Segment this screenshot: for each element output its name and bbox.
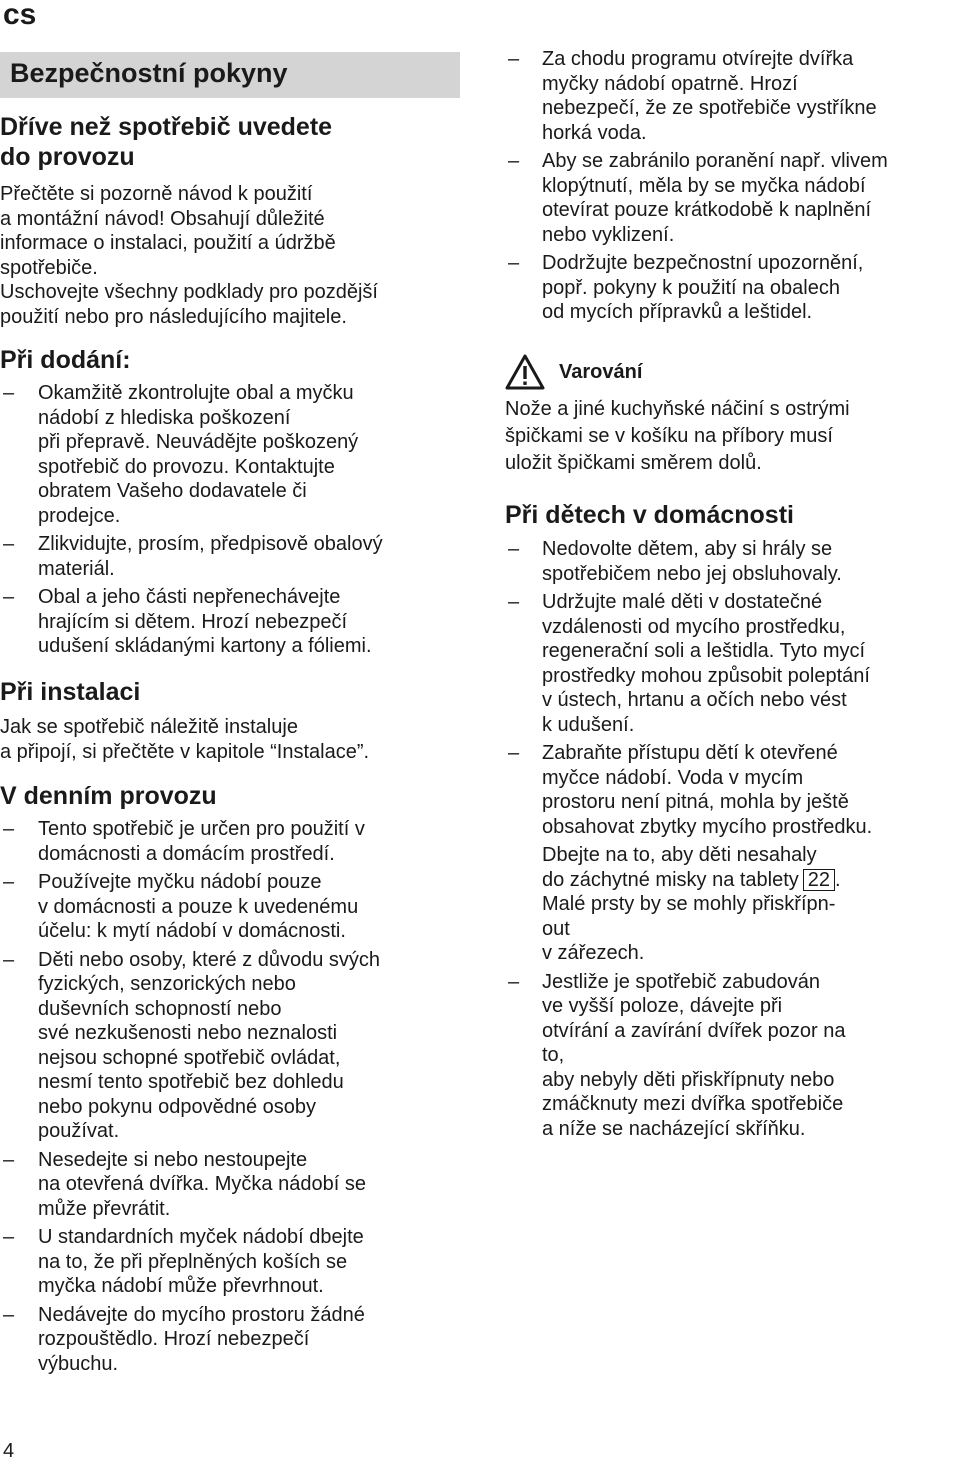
page-number: 4 <box>3 1440 15 1462</box>
section-installation <box>0 677 470 764</box>
language-code: cs <box>3 0 37 31</box>
section-daily-use <box>0 781 470 1380</box>
figure-reference: 22 <box>803 869 835 891</box>
section-children <box>505 500 955 1145</box>
list-item: – Tento spotřebič je určen pro použití v domácnosti a domácím prostředí. <box>0 817 470 866</box>
list-item: – Zabraňte přístupu dětí k otevřené myčce nádobí. Voda v mycím prostoru není pitná, mohla by ještě obsahovat zbytky mycího prostředku. Dbejte na to, aby děti nesahaly do záchytné misky na tablety 22 . Malé prsty by se mohly přiskřípn- out v zářezech. <box>505 741 955 966</box>
section-title <box>0 112 470 172</box>
section-title: V denním provozu <box>0 782 217 810</box>
section-title: Při instalaci <box>0 678 141 706</box>
list-item: – Za chodu programu otvírejte dvířka myčky nádobí opatrně. Hrozí nebezpečí, že ze spotřebiče vystříkne horká voda. <box>505 47 955 145</box>
section-banner <box>0 52 460 98</box>
storage-paragraph: Uschovejte všechny podklady pro pozdější použití nebo pro následujícího majitele. <box>0 281 378 328</box>
list-item: – Děti nebo osoby, které z důvodu svých fyzických, senzorických nebo duševních schopností nebo své nezkušenosti nebo neznalosti nejsou schopné spotřebič ovládat, nesmí tento spotřebič bez dohledu nebo pokynu odpovědné osoby používat. <box>0 948 470 1144</box>
section-delivery <box>0 345 470 663</box>
list-item-continuation: Dbejte na to, aby děti nesahaly do záchytné misky na tablety 22 . Malé prsty by se mohly přiskřípn- out v zářezech. <box>542 844 841 964</box>
list-item: – Nedovolte dětem, aby si hrály se spotřebičem nebo jej obsluhovaly. <box>505 537 955 586</box>
list-item: – Používejte myčku nádobí pouze v domácnosti a pouze k uvedenému účelu: k mytí nádobí v domácnosti. <box>0 870 470 944</box>
children-list <box>505 537 955 1141</box>
warning-title: Varování <box>559 360 643 383</box>
daily-use-list-continued <box>505 47 955 325</box>
list-item: – Jestliže je spotřebič zabudován ve vyšší poloze, dávejte při otvírání a zavírání dvířek pozor na to, aby nebyly děti přiskřípnuty nebo zmáčknuty mezi dvířka spotřebiče a níže se nacházející skříňku. <box>505 970 955 1142</box>
section-title: Při dětech v domácnosti <box>505 501 794 529</box>
list-item: – U standardních myček nádobí dbejte na to, že při přeplněných koších se myčka nádobí může převrhnout. <box>0 1225 470 1299</box>
warning-block <box>505 354 955 477</box>
warning-paragraph: Nože a jiné kuchyňské náčiní s ostrými špičkami se v košíku na příbory musí uložit špičkami směrem dolů. <box>505 398 850 474</box>
warning-triangle-icon <box>505 354 545 390</box>
list-item: – Nedávejte do mycího prostoru žádné rozpouštědlo. Hrozí nebezpečí výbuchu. <box>0 1303 470 1377</box>
warning-heading <box>505 354 955 390</box>
list-item: – Obal a jeho části nepřenechávejte hrajícím si dětem. Hrozí nebezpečí udušení skládanými kartony a fóliemi. <box>0 585 470 659</box>
list-item: – Nesedejte si nebo nestoupejte na otevřená dvířka. Myčka nádobí se může převrátit. <box>0 1148 470 1222</box>
section-before-use <box>0 112 470 329</box>
list-item: – Zlikvidujte, prosím, předpisově obalový materiál. <box>0 532 470 581</box>
delivery-list <box>0 381 470 659</box>
section-title: Při dodání: <box>0 346 131 374</box>
list-item: – Udržujte malé děti v dostatečné vzdálenosti od mycího prostředku, regenerační soli a leštidla. Tyto mycí prostředky mohou způsobit poleptání v ústech, hrtanu a očích nebo vést k udušení. <box>505 590 955 737</box>
daily-use-list <box>0 817 470 1376</box>
list-item: – Dodržujte bezpečnostní upozornění, popř. pokyny k použití na obalech od mycích přípravků a leštidel. <box>505 251 955 325</box>
title-line: do provozu <box>0 143 135 171</box>
section-daily-use-continued <box>505 47 955 329</box>
intro-paragraph: Přečtěte si pozorně návod k použití a montážní návod! Obsahují důležité informace o instalaci, použití a údržbě spotřebiče. <box>0 183 336 279</box>
banner-title: Bezpečnostní pokyny <box>10 58 288 88</box>
title-line: Dříve než spotřebič uvedete <box>0 113 333 141</box>
list-item: – Aby se zabránilo poranění např. vlivem klopýtnutí, měla by se myčka nádobí otevírat pouze krátkodobě k naplnění nebo vyklizení. <box>505 149 955 247</box>
installation-paragraph: Jak se spotřebič náležitě instaluje a připojí, si přečtěte v kapitole “Instalace”. <box>0 716 370 763</box>
list-item: – Okamžitě zkontrolujte obal a myčku nádobí z hlediska poškození při přepravě. Neuvádějte poškozený spotřebič do provozu. Kontaktujte obratem Vašeho dodavatele či prodejce. <box>0 381 470 528</box>
